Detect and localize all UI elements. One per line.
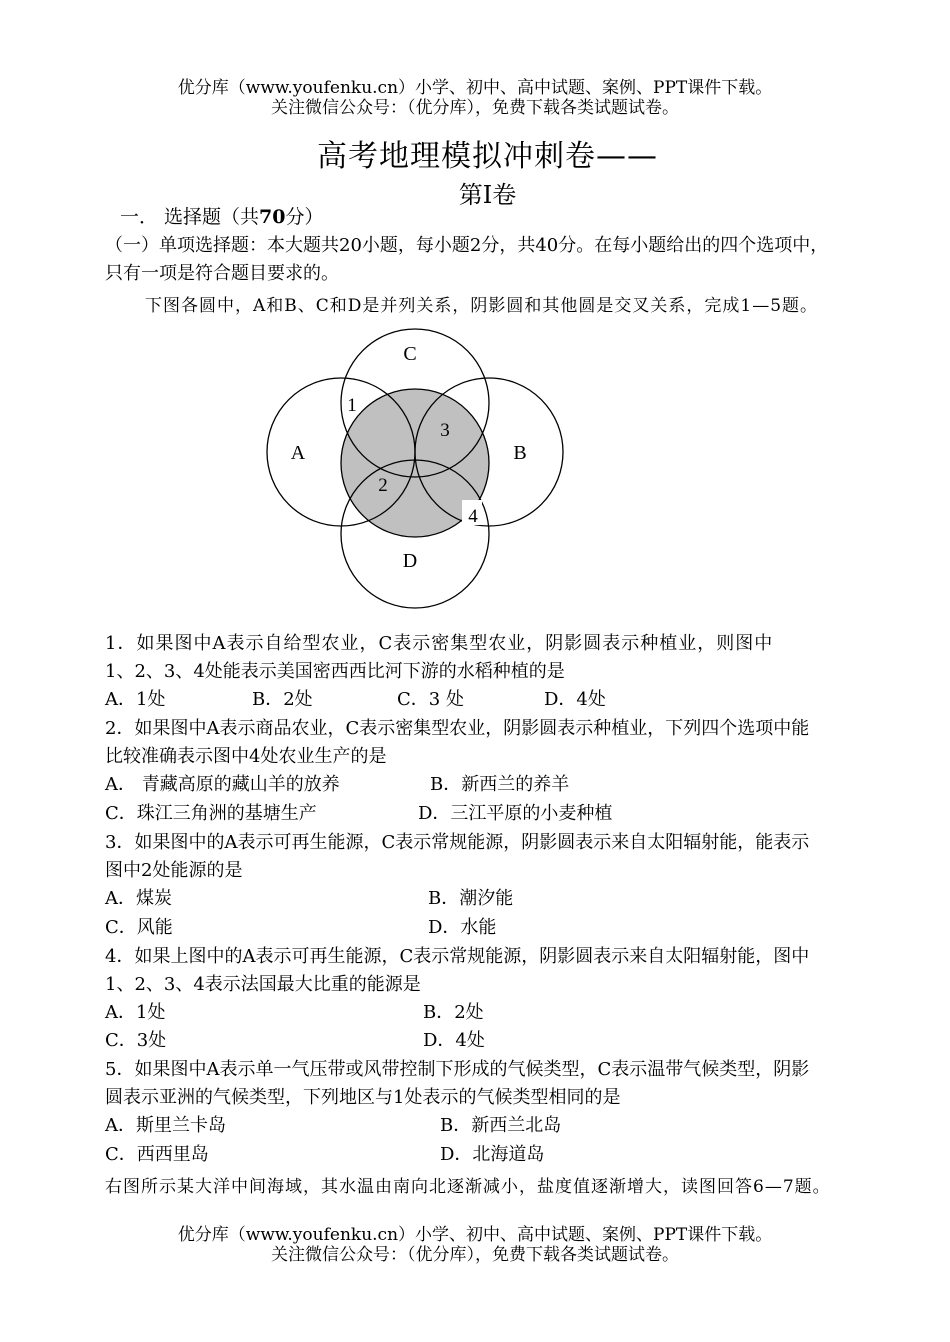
instruction-line-1: （一）单项选择题：本大题共20小题，每小题2分，共40分。在每小题给出的四个选项中， [105, 235, 829, 256]
q5-option-a: A．斯里兰卡岛 [105, 1115, 226, 1136]
q5-option-c: C．西西里岛 [105, 1144, 209, 1165]
circle-label-a: A [290, 442, 306, 464]
q5-option-d: D．北海道岛 [440, 1144, 545, 1165]
q5-stem-1: 5．如果图中A表示单一气压带或风带控制下形成的气候类型，C表示温带气候类型，阴影 [105, 1059, 810, 1080]
circle-label-c: C [403, 343, 417, 365]
circle-label-d: D [402, 550, 418, 572]
section-score: 70 [259, 206, 286, 228]
q5-stem-2: 圆表示亚洲的气候类型，下列地区与1处表示的气候类型相同的是 [105, 1087, 621, 1108]
q3-option-b: B．潮汐能 [428, 888, 514, 909]
venn-intro: 下图各圆中，A和B、C和D是并列关系，阴影圆和其他圆是交叉关系，完成1—5题。 [145, 296, 819, 316]
q1-option-c: C．3 处 [397, 689, 464, 710]
q3-option-c: C．风能 [105, 917, 173, 938]
q4-option-b: B．2处 [423, 1002, 484, 1023]
q2-option-d: D．三江平原的小麦种植 [418, 803, 613, 824]
q1-option-d: D．4处 [544, 689, 606, 710]
q5-option-b: B．新西兰北岛 [440, 1115, 562, 1136]
q1-option-a: A．1处 [105, 689, 166, 710]
instruction-line-2: 只有一项是符合题目要求的。 [105, 263, 339, 284]
section-unit: 分） [285, 206, 324, 228]
q4-stem-1: 4．如果上图中的A表示可再生能源，C表示常规能源，阴影圆表示来自太阳辐射能，图中 [105, 946, 810, 967]
section-label: 一． 选择题（共 [120, 206, 260, 228]
region-label-3: 3 [440, 420, 450, 441]
region-label-4: 4 [468, 506, 478, 527]
q2-option-c: C．珠江三角洲的基塘生产 [105, 803, 317, 824]
q1-stem-1: 1．如果图中A表示自给型农业，C表示密集型农业，阴影圆表示种植业，则图中 [105, 633, 774, 654]
page-subtitle: 第Ⅰ卷 [458, 181, 517, 209]
q3-option-d: D．水能 [428, 917, 497, 938]
q4-option-a: A．1处 [105, 1002, 166, 1023]
venn-diagram [250, 320, 580, 615]
q4-option-c: C．3处 [105, 1030, 167, 1051]
q3-stem-1: 3．如果图中的A表示可再生能源，C表示常规能源，阴影圆表示来自太阳辐射能，能表示 [105, 832, 810, 853]
header-line-2: 关注微信公众号：（优分库），免费下载各类试题试卷。 [271, 98, 679, 118]
circle-label-b: B [513, 442, 527, 464]
q2-stem-2: 比较准确表示图中4处农业生产的是 [105, 746, 387, 767]
next-intro: 右图所示某大洋中间海域，其水温由南向北逐渐减小，盐度值逐渐增大，读图回答6—7题。 [105, 1177, 831, 1197]
q2-option-b: B．新西兰的养羊 [430, 774, 570, 795]
q2-option-a: A． 青藏高原的藏山羊的放养 [105, 774, 340, 795]
q3-stem-2: 图中2处能源的是 [105, 860, 243, 881]
page-title: 高考地理模拟冲刺卷—— [317, 139, 658, 174]
q3-option-a: A．煤炭 [105, 888, 172, 909]
footer-line-1: 优分库（www.youfenku.cn）小学、初中、高中试题、案例、PPT课件下载。 [177, 1225, 773, 1245]
q4-stem-2: 1、2、3、4表示法国最大比重的能源是 [105, 974, 421, 995]
section-heading [120, 203, 324, 231]
region-label-1: 1 [347, 395, 357, 416]
q1-option-b: B．2处 [252, 689, 313, 710]
q2-stem-1: 2．如果图中A表示商品农业，C表示密集型农业，阴影圆表示种植业，下列四个选项中能 [105, 718, 810, 739]
region-label-2: 2 [378, 475, 388, 496]
footer-line-2: 关注微信公众号：（优分库），免费下载各类试题试卷。 [271, 1245, 679, 1265]
header-line-1: 优分库（www.youfenku.cn）小学、初中、高中试题、案例、PPT课件下载。 [177, 78, 773, 98]
q4-option-d: D．4处 [423, 1030, 485, 1051]
q1-stem-2: 1、2、3、4处能表示美国密西西比河下游的水稻种植的是 [105, 661, 565, 682]
